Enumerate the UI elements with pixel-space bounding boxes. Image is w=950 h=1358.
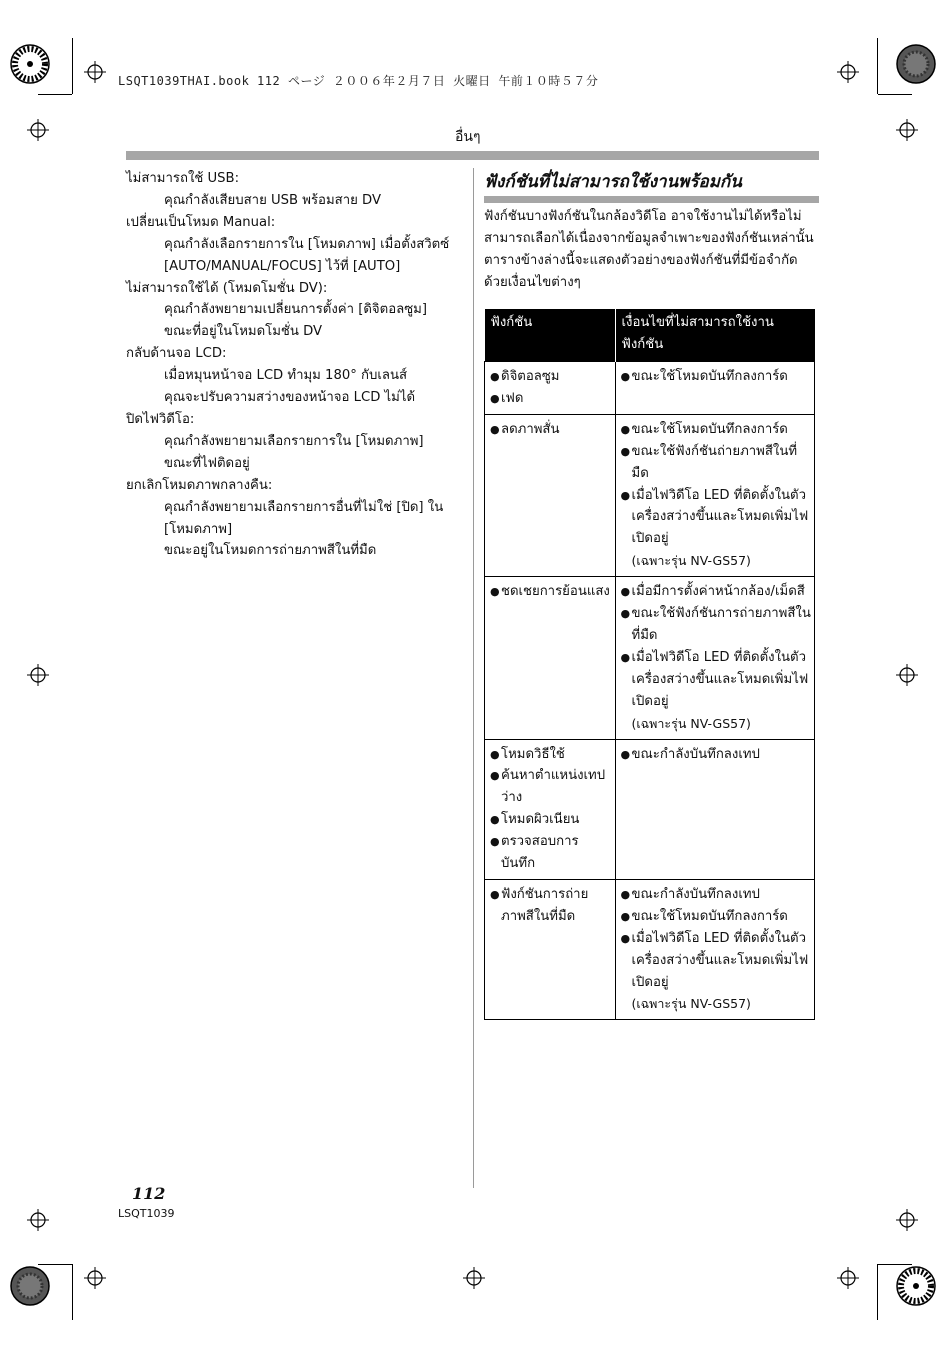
condition-item: ● เมื่อมีการตั้งค่าหน้ากล้อง/เม็ดสี (621, 581, 813, 603)
table-row (485, 739, 815, 879)
condition-item: ● ขณะใช้ฟังก์ชันถ่ายภาพสีในที่มืด (621, 441, 813, 485)
function-item: ● เฟด (490, 388, 613, 410)
registration-target-icon (837, 1267, 859, 1289)
registration-target-icon (837, 61, 859, 83)
function-item: ● โหมดผิวเนียน (490, 809, 613, 831)
function-item: ● โหมดวิธีใช้ (490, 744, 613, 766)
function-item: ● ตรวจสอบการบันทึก (490, 831, 613, 875)
condition-item: ● ขณะใช้ฟังก์ชันการถ่ายภาพสีในที่มืด (621, 603, 813, 647)
message-description: คุณกำลังเสียบสาย USB พร้อมสาย DV (164, 192, 381, 208)
condition-item: ● ขณะใช้โหมดบันทึกลงการ์ด (621, 419, 813, 441)
crop-mark (877, 1264, 878, 1320)
intro-paragraph: ฟังก์ชันบางฟังก์ชันในกล้องวิดีโอ อาจใช้งานไม่ได้หรือไม่สามารถเลือกได้เนื่องจากข้อมูลจำเพาะของฟังก์ชันเหล่านั้น ตารางข้างล่างนี้จะแสดงตัวอย่างของฟังก์ชันที่มีข้อจำกัดด้วยเงื่อนไขต่างๆ (484, 209, 814, 290)
message-description: ขณะที่อยู่ในโหมดโมชั่น DV (164, 324, 323, 340)
condition-item: ● ขณะใช้โหมดบันทึกลงการ์ด (621, 366, 813, 388)
restrictions-table (484, 309, 815, 1020)
function-cell (485, 879, 616, 1019)
message-description: คุณกำลังเลือกรายการใน [โหมดภาพ] เมื่อตั้งสวิตซ์ [AUTO/MANUAL/FOCUS] ไว้ที่ [AUTO] (164, 236, 450, 274)
condition-item: ● เมื่อไฟวิดีโอ LED ที่ติดตั้งในตัวเครื่องสว่างขึ้นและโหมดเพิ่มไฟเปิดอยู่ (621, 485, 813, 551)
model-note: (เฉพาะรุ่น NV-GS57) (631, 553, 751, 569)
condition-cell (615, 362, 815, 415)
message-entry (126, 212, 466, 278)
message-description: คุณกำลังพยายามเปลี่ยนการตั้งค่า [ดิจิตอลซูม] (164, 302, 428, 318)
condition-item: ● ขณะกำลังบันทึกลงเทป (621, 884, 813, 906)
table-row (485, 362, 815, 415)
condition-cell (615, 739, 815, 879)
message-heading: เปลี่ยนเป็นโหมด Manual: (126, 214, 276, 230)
crop-mark (877, 38, 878, 94)
message-entry (126, 278, 466, 344)
column-header-function: ฟังก์ชัน (485, 309, 616, 362)
crop-mark (72, 38, 73, 94)
message-description: เมื่อหมุนหน้าจอ LCD ทำมุม 180° กับเลนส์ (164, 368, 408, 384)
message-description: ขณะที่ไฟติดอยู่ (164, 455, 250, 471)
condition-item: ● ขณะใช้โหมดบันทึกลงการ์ด (621, 906, 813, 928)
registration-target-icon (27, 664, 49, 686)
model-note: (เฉพาะรุ่น NV-GS57) (631, 715, 751, 731)
registration-target-icon (896, 1209, 918, 1231)
section-title: ฟังก์ชันที่ไม่สามารถใช้งานพร้อมกัน (484, 172, 742, 192)
book-file-header: LSQT1039THAI.book 112 ページ ２００６年２月７日 火曜日 午前１０時５７分 (118, 74, 599, 88)
page-number: 112 (132, 1184, 166, 1203)
message-description: คุณกำลังพยายามเลือกรายการใน [โหมดภาพ] (164, 433, 424, 449)
registration-target-icon (84, 61, 106, 83)
message-entry (126, 343, 466, 409)
print-wheel-icon (9, 1265, 51, 1307)
crop-mark (38, 94, 72, 95)
function-cell (485, 739, 616, 879)
document-code: LSQT1039 (118, 1207, 175, 1220)
function-cell (485, 362, 616, 415)
registration-target-icon (896, 119, 918, 141)
registration-target-icon (84, 1267, 106, 1289)
message-description: คุณกำลังพยายามเลือกรายการอื่นที่ไม่ใช่ [ปิด] ใน [โหมดภาพ] (164, 499, 444, 537)
function-item: ● ค้นหาตำแหน่งเทปว่าง (490, 765, 613, 809)
condition-cell (615, 577, 815, 739)
message-heading: กลับด้านจอ LCD: (126, 346, 227, 362)
registration-target-icon (27, 119, 49, 141)
table-header-row (485, 309, 815, 362)
table-row (485, 577, 815, 739)
column-divider (473, 168, 474, 1188)
function-item: ● ชดเชยการย้อนแสง (490, 581, 613, 603)
registration-target-icon (896, 664, 918, 686)
header-rule (126, 151, 819, 160)
table-row (485, 879, 815, 1019)
message-entry (126, 409, 466, 475)
condition-item: ● ขณะกำลังบันทึกลงเทป (621, 744, 813, 766)
message-heading: ไม่สามารถใช้ได้ (โหมดโมชั่น DV): (126, 280, 328, 296)
column-header-condition: เงื่อนไขที่ไม่สามารถใช้งานฟังก์ชัน (615, 309, 815, 362)
section-label: อื่นๆ (455, 129, 481, 145)
condition-item: ● เมื่อไฟวิดีโอ LED ที่ติดตั้งในตัวเครื่องสว่างขึ้นและโหมดเพิ่มไฟเปิดอยู่ (621, 647, 813, 713)
message-heading: ปิดไฟวิดีโอ: (126, 411, 195, 427)
message-list (126, 168, 466, 562)
condition-item: ● เมื่อไฟวิดีโอ LED ที่ติดตั้งในตัวเครื่องสว่างขึ้นและโหมดเพิ่มไฟเปิดอยู่ (621, 928, 813, 994)
message-entry (126, 475, 466, 563)
condition-cell (615, 414, 815, 576)
registration-target-icon (27, 1209, 49, 1231)
crop-mark (878, 94, 912, 95)
model-note: (เฉพาะรุ่น NV-GS57) (631, 996, 751, 1012)
print-wheel-icon (9, 43, 51, 85)
print-wheel-icon (895, 43, 937, 85)
function-cell (485, 414, 616, 576)
registration-target-icon (463, 1267, 485, 1289)
message-heading: ไม่สามารถใช้ USB: (126, 171, 240, 186)
title-rule (484, 196, 819, 203)
condition-cell (615, 879, 815, 1019)
print-wheel-icon (895, 1265, 937, 1307)
function-item: ● ฟังก์ชันการถ่ายภาพสีในที่มืด (490, 884, 613, 928)
crop-mark (72, 1264, 73, 1320)
message-description: คุณจะปรับความสว่างของหน้าจอ LCD ไม่ได้ (164, 390, 416, 406)
function-cell (485, 577, 616, 739)
message-heading: ยกเลิกโหมดภาพกลางคืน: (126, 477, 273, 493)
message-description: ขณะอยู่ในโหมดการถ่ายภาพสีในที่มืด (164, 543, 377, 559)
function-item: ● ลดภาพสั่น (490, 419, 613, 441)
function-item: ● ดิจิตอลซูม (490, 366, 613, 388)
message-entry (126, 168, 466, 212)
table-row (485, 414, 815, 576)
